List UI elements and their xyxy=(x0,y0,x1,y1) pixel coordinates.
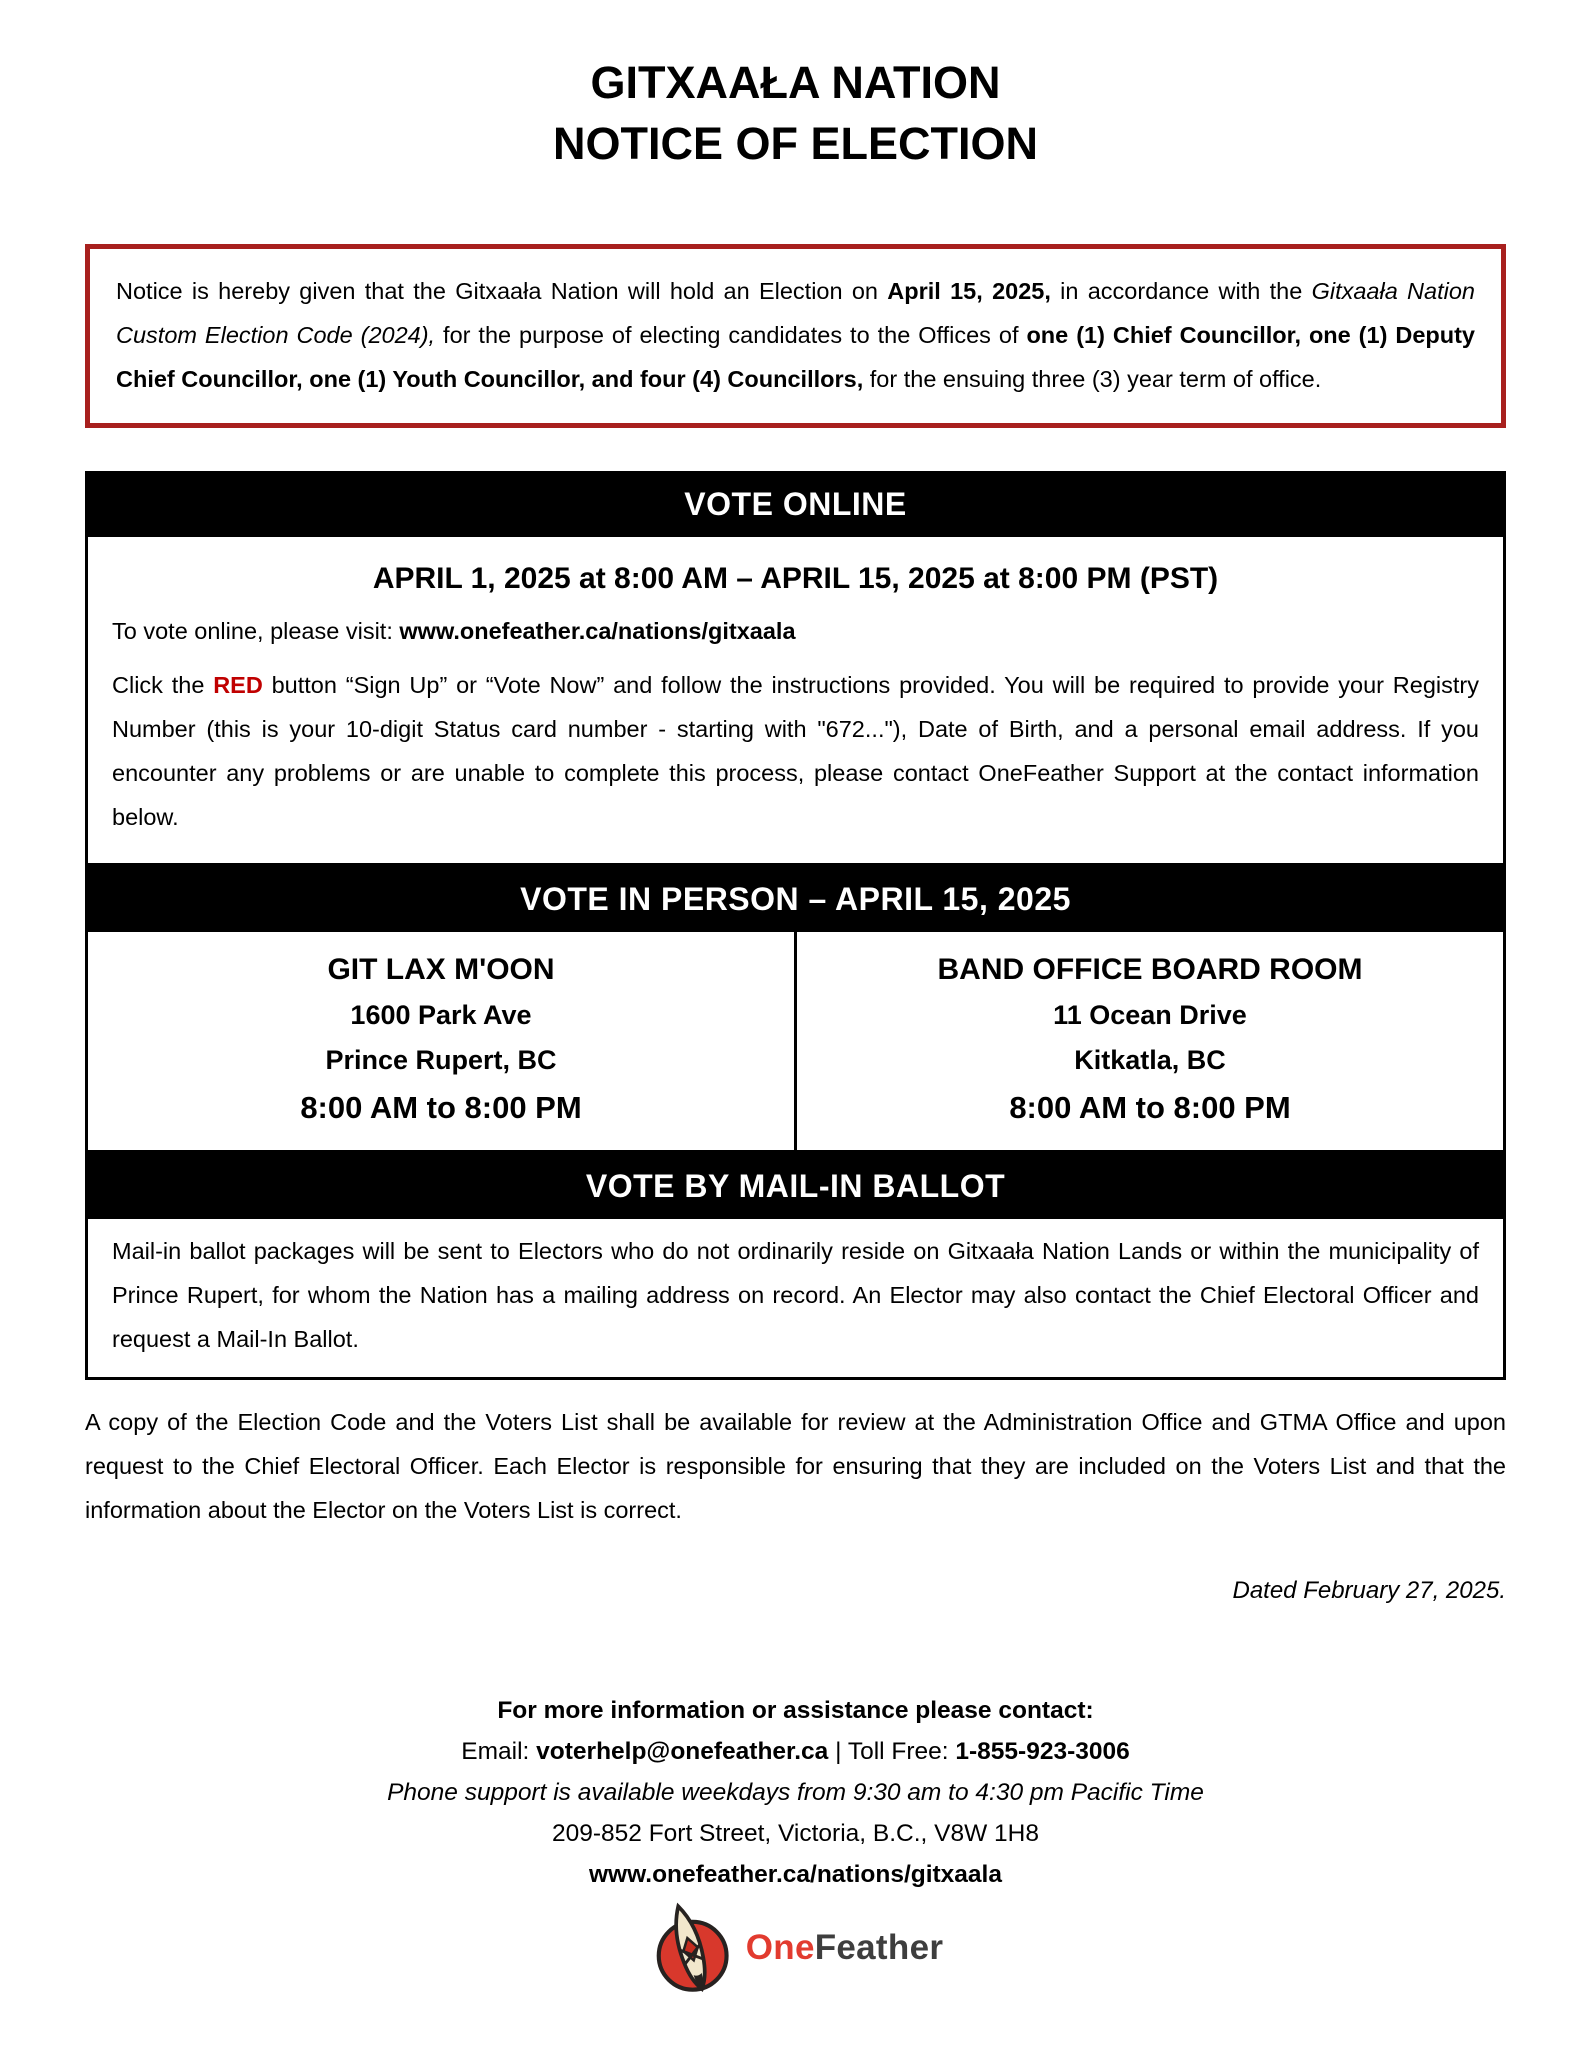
contact-heading: For more information or assistance please contact: xyxy=(497,1697,1094,1724)
location-hours: 8:00 AM to 8:00 PM xyxy=(1009,1090,1291,1125)
vote-in-person-header xyxy=(85,866,1506,932)
online-voting-dates: APRIL 1, 2025 at 8:00 AM – APRIL 15, 2025 at 8:00 PM (PST) xyxy=(372,562,1219,595)
vote-by-mail-header xyxy=(85,1153,1506,1219)
election-notice-box xyxy=(85,244,1506,428)
vote-by-mail-section xyxy=(85,1219,1506,1380)
vote-in-person-header-label: VOTE IN PERSON – APRIL 15, 2025 xyxy=(520,881,1071,917)
vote-online-header-label: VOTE ONLINE xyxy=(684,486,907,522)
location-address2: Kitkatla, BC xyxy=(1074,1045,1226,1075)
election-notice-text: Notice is hereby given that the Gitxaała Nation will hold an Election on April 15, 2025, in accordance with the Gitxaała Nation Custom Election Code (2024), for the purpose of electing candidates to the Offices of one (1) Chief Councillor, one (1) Deputy Chief Councillor, one (1) Youth Councillor, and four (4) Councillors, for the ensuing three (3) year term of office. xyxy=(116,278,1476,392)
election-code-availability-text: A copy of the Election Code and the Voters List shall be available for review at the Administration Office and GTMA Office and upon request to the Chief Electoral Officer. Each Elector is responsible for ensuring that they are included on the Voters List and that the information about the Elector on the Voters List is correct. xyxy=(85,1409,1506,1523)
location-address1: 11 Ocean Drive xyxy=(1053,1000,1247,1030)
vote-online-header xyxy=(85,471,1506,537)
vote-by-mail-header-label: VOTE BY MAIL-IN BALLOT xyxy=(585,1168,1006,1204)
location-hours: 8:00 AM to 8:00 PM xyxy=(300,1090,582,1125)
page-title xyxy=(85,52,1506,174)
location-name: BAND OFFICE BOARD ROOM xyxy=(937,953,1363,986)
online-voting-url-line: To vote online, please visit: www.onefeather.ca/nations/gitxaala xyxy=(112,618,796,644)
mail-in-ballot-text: Mail-in ballot packages will be sent to Electors who do not ordinarily reside on Gitxaała Nation Lands or within the municipality of Prince Rupert, for whom the Nation has a mailing address on record. An Elector may also contact the Chief Electoral Officer and request a Mail-In Ballot. xyxy=(112,1238,1479,1352)
vote-online-section xyxy=(85,537,1506,866)
polling-location-prince-rupert xyxy=(88,932,794,1150)
onefeather-logo xyxy=(85,1901,1506,1994)
phone-support-hours-line: Phone support is available weekdays from 9:30 am to 4:30 pm Pacific Time xyxy=(387,1779,1204,1806)
location-address1: 1600 Park Ave xyxy=(350,1000,532,1030)
contact-address-line: 209-852 Fort Street, Victoria, B.C., V8W 1H8 xyxy=(551,1820,1040,1847)
polling-locations-table xyxy=(85,932,1506,1153)
contact-email-tollfree-line: Email: voterhelp@onefeather.ca | Toll Free: 1-855-923-3006 xyxy=(461,1738,1130,1765)
dated-line: Dated February 27, 2025. xyxy=(1232,1577,1506,1604)
online-voting-instructions: Click the RED button “Sign Up” or “Vote Now” and follow the instructions provided. You will be required to provide your Registry Number (this is your 10-digit Status card number - starting with "672..."), Date of Birth, and a personal email address. If you encounter any problems or are unable to complete this process, please contact OneFeather Support at the contact information below. xyxy=(112,672,1479,830)
website-line: www.onefeather.ca/nations/gitxaala xyxy=(589,1861,1002,1888)
page-title-line1: GITXAAŁA NATION xyxy=(590,57,1001,108)
page-title-line2: NOTICE OF ELECTION xyxy=(552,118,1038,169)
polling-location-kitkatla xyxy=(794,932,1503,1150)
onefeather-feather-icon xyxy=(648,1901,734,1994)
logo-word-one: One xyxy=(745,1928,815,1967)
onefeather-wordmark xyxy=(746,1927,944,1968)
logo-word-feather: Feather xyxy=(814,1928,944,1967)
location-name: GIT LAX M'OON xyxy=(327,953,555,986)
contact-block xyxy=(85,1690,1506,1994)
location-address2: Prince Rupert, BC xyxy=(325,1045,557,1075)
